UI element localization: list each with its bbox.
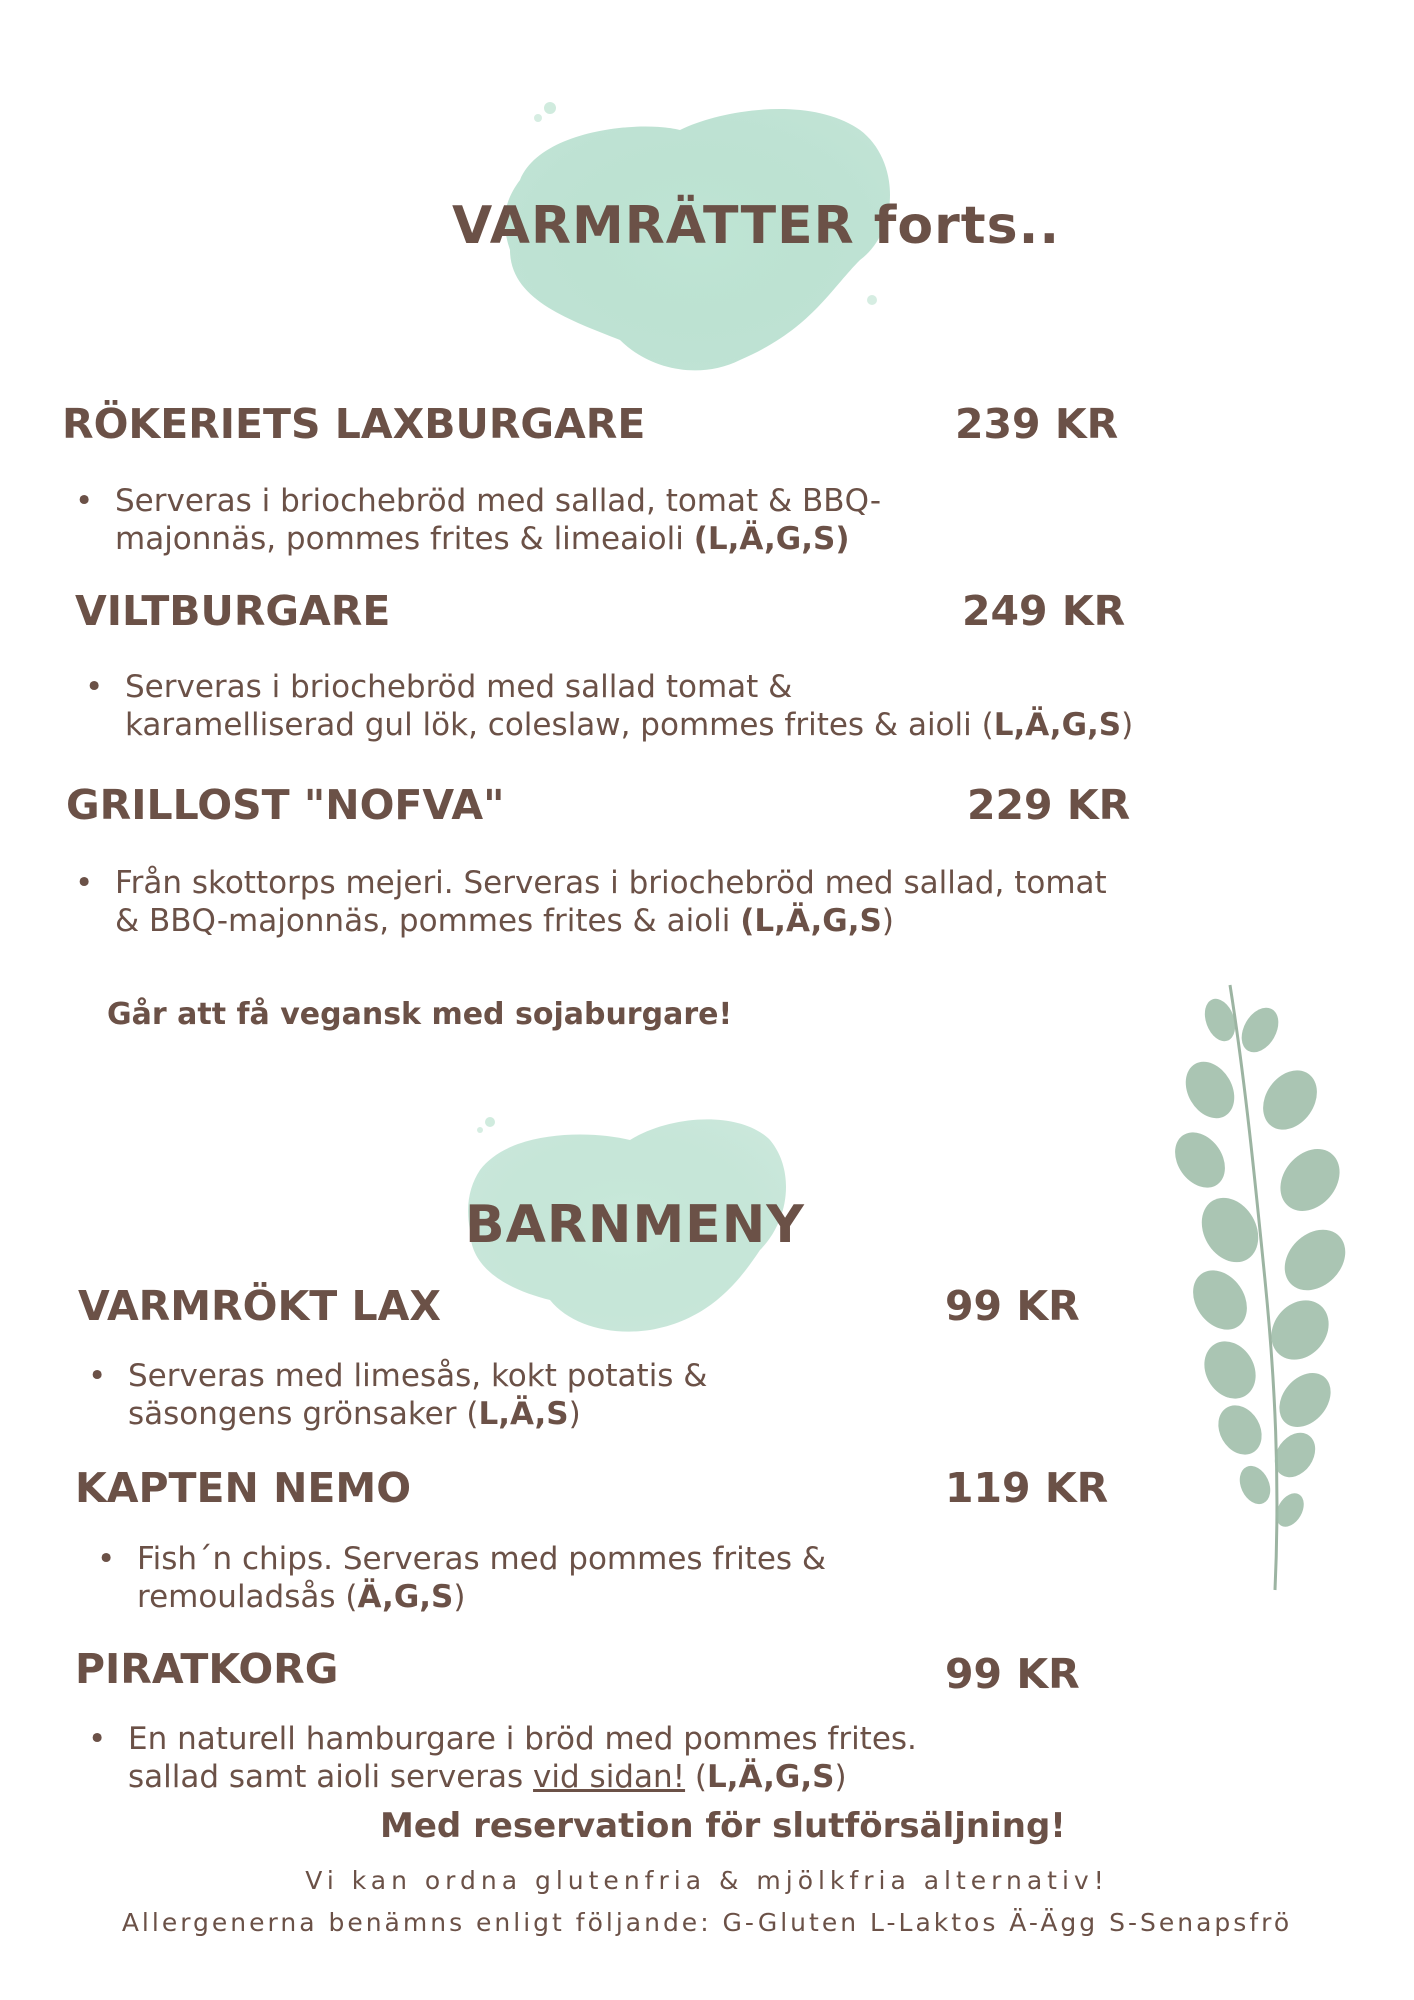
menu-item-name: PIRATKORG (75, 1645, 339, 1693)
section-title-varmratter: VARMRÄTTER forts.. (452, 196, 1061, 256)
menu-item-description: • Serveras i briochebröd med sallad tomat & karamelliserad gul lök, coleslaw, pommes frites & aioli (L,Ä,G,S) (85, 669, 1134, 743)
section-title-barnmeny: BARNMENY (465, 1195, 805, 1255)
menu-item-name: GRILLOST "NOFVA" (66, 781, 505, 829)
footer-line-2: Allergenerna benämns enligt följande: G-Gluten L-Laktos Ä-Ägg S-Senapsfrö (121, 1908, 1293, 1937)
menu-item-description: • Från skottorps mejeri. Serveras i briochebröd med sallad, tomat & BBQ-majonnäs, pommes frites & aioli (L,Ä,G,S) (75, 865, 1107, 939)
underlined-text: vid sidan! (533, 1759, 686, 1795)
footer-line-1: Vi kan ordna glutenfria & mjölkfria alternativ! (305, 1866, 1109, 1895)
menu-item-price: 119 KR (945, 1464, 1109, 1512)
menu-item-name: RÖKERIETS LAXBURGARE (62, 400, 646, 448)
bullet-icon: • (85, 669, 104, 705)
menu-item-name: KAPTEN NEMO (75, 1464, 412, 1512)
bullet-icon: • (75, 865, 94, 901)
bullet-icon: • (88, 1358, 107, 1394)
allergen-codes: (L,Ä,G,S (740, 903, 882, 939)
menu-item-name: VARMRÖKT LAX (78, 1282, 441, 1330)
eucalyptus-branch-icon (1170, 980, 1360, 1600)
menu-item-description: • Serveras i briochebröd med sallad, tomat & BBQ- majonnäs, pommes frites & limeaioli (L,Ä,G,S) (75, 483, 882, 557)
menu-item-description: • En naturell hamburgare i bröd med pommes frites. sallad samt aioli serveras vid sidan! (L,Ä,G,S) (88, 1721, 917, 1795)
menu-item-price: 99 KR (945, 1282, 1080, 1330)
menu-item-price: 99 KR (945, 1650, 1080, 1698)
allergen-codes: L,Ä,G,S (993, 707, 1122, 743)
reservation-notice: Med reservation för slutförsäljning! (380, 1806, 1066, 1846)
menu-item-description: • Serveras med limesås, kokt potatis & säsongens grönsaker (L,Ä,S) (88, 1358, 708, 1432)
menu-item-price: 229 KR (967, 781, 1131, 829)
allergen-codes: L,Ä,S (478, 1396, 569, 1432)
menu-item-price: 249 KR (962, 587, 1126, 635)
bullet-icon: • (97, 1541, 116, 1577)
vegan-note: Går att få vegansk med sojaburgare! (107, 997, 733, 1032)
menu-item-description: • Fish´n chips. Serveras med pommes frites & remouladsås (Ä,G,S) (97, 1541, 827, 1615)
bullet-icon: • (75, 483, 94, 519)
allergen-codes: (L,Ä,G,S) (693, 521, 850, 557)
allergen-codes: Ä,G,S (357, 1579, 454, 1615)
bullet-icon: • (88, 1721, 107, 1757)
menu-item-price: 239 KR (955, 400, 1119, 448)
menu-item-name: VILTBURGARE (75, 587, 391, 635)
allergen-codes: L,Ä,G,S (707, 1759, 835, 1795)
